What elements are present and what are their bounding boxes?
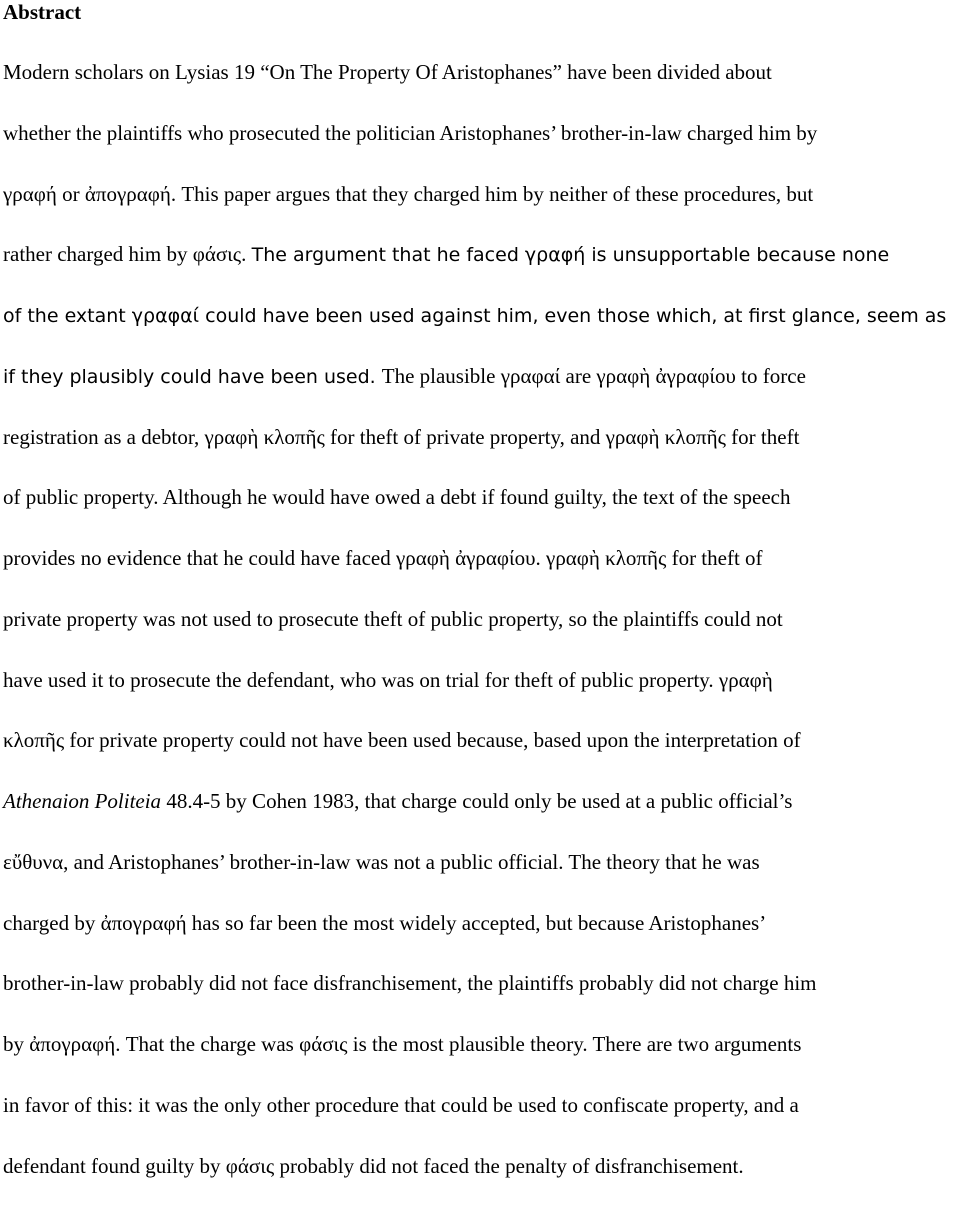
text-line (3, 484, 960, 545)
text-run: rather charged him by φάσις. (3, 242, 252, 266)
text-run: by ἀπογραφή. That the charge was φάσις is the most plausible theory. There are two arguments (3, 1032, 801, 1056)
text-line (3, 788, 960, 849)
heading-spacer (3, 24, 960, 59)
text-run: κλοπῆς for private property could not have been used because, based upon the interpretation of (3, 728, 801, 752)
text-line (3, 545, 960, 606)
text-run: γραφή or ἀπογραφή. This paper argues that they charged him by neither of these procedures, but (3, 182, 813, 206)
text-run: provides no evidence that he could have faced γραφὴ ἀγραφίου. γραφὴ κλοπῆς for theft of (3, 546, 763, 570)
text-run: have used it to prosecute the defendant, who was on trial for theft of public property. γραφὴ (3, 668, 773, 692)
text-line (3, 727, 960, 788)
abstract-body (3, 59, 960, 1213)
abstract-heading: Abstract (3, 0, 960, 24)
text-run: of the extant γραφαί could have been used against him, even those which, at first glance, seem as (3, 305, 946, 327)
text-line (3, 424, 960, 485)
text-line (3, 363, 960, 424)
text-run: in favor of this: it was the only other procedure that could be used to confiscate property, and a (3, 1093, 799, 1117)
text-line (3, 120, 960, 181)
text-line (3, 606, 960, 667)
text-line (3, 910, 960, 971)
text-run: charged by ἀπογραφή has so far been the most widely accepted, but because Aristophanes’ (3, 911, 766, 935)
text-run: if they plausibly could have been used. (3, 366, 382, 388)
text-line (3, 302, 960, 363)
text-line (3, 970, 960, 1031)
text-run: The argument that he faced γραφή is unsupportable because none (252, 244, 890, 266)
text-run: of public property. Although he would have owed a debt if found guilty, the text of the speech (3, 485, 791, 509)
text-run: 48.4-5 by Cohen 1983, that charge could only be used at a public official’s (161, 789, 792, 813)
text-line (3, 181, 960, 242)
text-run: εὔθυνα, and Aristophanes’ brother-in-law was not a public official. The theory that he was (3, 850, 760, 874)
text-run: defendant found guilty by φάσις probably did not faced the penalty of disfranchisement. (3, 1154, 744, 1178)
text-line (3, 667, 960, 728)
text-run: private property was not used to prosecute theft of public property, so the plaintiffs could not (3, 607, 783, 631)
text-line (3, 1153, 960, 1213)
text-run: Modern scholars on Lysias 19 “On The Property Of Aristophanes” have been divided about (3, 60, 772, 84)
text-line (3, 1092, 960, 1153)
text-run: The plausible γραφαί are γραφὴ ἀγραφίου to force (382, 364, 806, 388)
document-page (3, 0, 960, 1213)
text-line (3, 1031, 960, 1092)
text-line (3, 849, 960, 910)
text-run: registration as a debtor, γραφὴ κλοπῆς for theft of private property, and γραφὴ κλοπῆς for theft (3, 425, 799, 449)
text-line (3, 241, 960, 302)
text-run: Athenaion Politeia (3, 789, 161, 813)
text-run: brother-in-law probably did not face disfranchisement, the plaintiffs probably did not charge him (3, 971, 817, 995)
text-line (3, 59, 960, 120)
text-run: whether the plaintiffs who prosecuted the politician Aristophanes’ brother-in-law charged him by (3, 121, 817, 145)
